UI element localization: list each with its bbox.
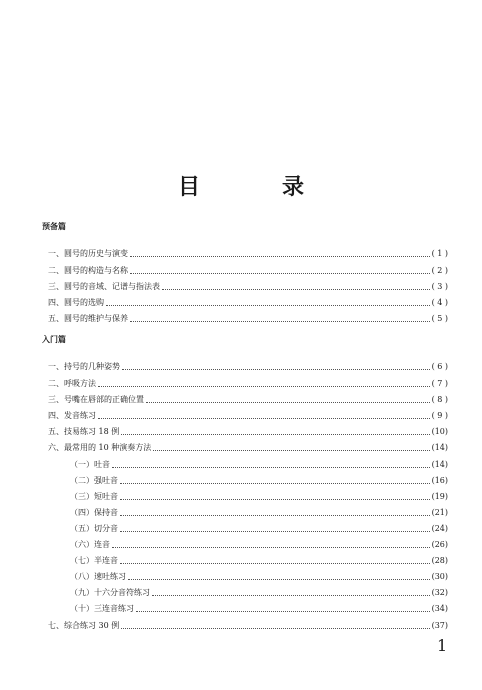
toc-subentry[interactable] — [70, 490, 448, 502]
toc-subentry-label: （六）连音 — [70, 540, 110, 549]
toc-subentry[interactable] — [70, 458, 448, 470]
toc-subentry-page: (16) — [431, 476, 448, 485]
toc-subentry[interactable] — [70, 554, 448, 566]
toc-entry[interactable] — [48, 280, 448, 292]
toc-entry[interactable] — [48, 425, 448, 437]
toc-subentry[interactable] — [70, 538, 448, 550]
toc-subentry-label: （三）短吐音 — [70, 492, 118, 501]
page-title — [0, 170, 482, 200]
toc-entry-label: 一、持号的几种姿势 — [48, 362, 120, 371]
toc-entry-label: 四、圆号的选购 — [48, 298, 104, 307]
toc-entry-label: 二、圆号的构造与名称 — [48, 266, 128, 275]
toc-subentry[interactable] — [70, 570, 448, 582]
dot-leader — [106, 304, 430, 306]
toc-entry[interactable] — [48, 247, 448, 259]
toc-entry-label: 五、圆号的维护与保养 — [48, 314, 128, 323]
toc-subentry-page: (21) — [431, 508, 448, 517]
dot-leader — [120, 514, 430, 516]
title-char-1: 目 — [178, 174, 201, 200]
toc-entry[interactable] — [48, 296, 448, 308]
dot-leader — [121, 433, 429, 435]
toc-entry-label: 四、发音练习 — [48, 411, 96, 420]
toc-entry-label: 七、综合练习 30 例 — [48, 621, 120, 630]
toc-subentry-page: (24) — [431, 524, 448, 533]
dot-leader — [162, 288, 430, 290]
section-heading-prep: 预备篇 — [42, 221, 66, 231]
toc-subentry-label: （二）强吐音 — [70, 476, 118, 485]
toc-entry-page: (10) — [431, 427, 448, 436]
toc-subentry-page: (19) — [431, 492, 448, 501]
dot-leader — [120, 482, 430, 484]
toc-entry[interactable] — [48, 312, 448, 324]
toc-entry-label: 一、圆号的历史与演变 — [48, 249, 128, 258]
dot-leader — [130, 255, 430, 257]
toc-subentry[interactable] — [70, 522, 448, 534]
toc-subentry[interactable] — [70, 506, 448, 518]
dot-leader — [122, 368, 430, 370]
toc-entry[interactable] — [48, 441, 448, 453]
toc-subentry-page: (30) — [431, 572, 448, 581]
toc-entry-page: ( 7 ) — [431, 379, 448, 388]
dot-leader — [98, 417, 430, 419]
toc-subentry-label: （十）三连音练习 — [70, 604, 134, 613]
toc-entry-page: ( 8 ) — [431, 395, 448, 404]
dot-leader — [152, 594, 430, 596]
toc-entry-page: ( 2 ) — [431, 266, 448, 275]
toc-entry[interactable] — [48, 360, 448, 372]
toc-entry-page: (14) — [431, 443, 448, 452]
section-heading-intro: 入门篇 — [42, 334, 66, 344]
toc-entry-label: 三、号嘴在唇部的正确位置 — [48, 395, 144, 404]
dot-leader — [120, 498, 430, 500]
dot-leader — [146, 401, 430, 403]
dot-leader — [120, 562, 430, 564]
toc-entry[interactable] — [48, 264, 448, 276]
page-number: 1 — [437, 636, 448, 655]
toc-subentry-label: （四）保持音 — [70, 508, 118, 517]
toc-subentry-page: (34) — [431, 604, 448, 613]
toc-entry-label: 三、圆号的音域、记谱与指法表 — [48, 282, 160, 291]
toc-subentry-label: （五）切分音 — [70, 524, 118, 533]
toc-subentry-label: （七）半连音 — [70, 556, 118, 565]
toc-entry-page: ( 1 ) — [431, 249, 448, 258]
toc-entry[interactable] — [48, 619, 448, 631]
dot-leader — [112, 546, 430, 548]
toc-entry-page: ( 5 ) — [431, 314, 448, 323]
toc-subentry-label: （八）速吐练习 — [70, 572, 126, 581]
toc-subentry-label: （九）十六分音符练习 — [70, 588, 150, 597]
toc-subentry[interactable] — [70, 474, 448, 486]
toc-entry[interactable] — [48, 377, 448, 389]
toc-entry-page: ( 9 ) — [431, 411, 448, 420]
toc-entry-label: 五、技易练习 18 例 — [48, 427, 120, 436]
dot-leader — [153, 449, 429, 451]
dot-leader — [98, 385, 430, 387]
dot-leader — [136, 610, 430, 612]
toc-subentry-page: (32) — [431, 588, 448, 597]
toc-entry-page: (37) — [431, 621, 448, 630]
toc-entry-page: ( 6 ) — [431, 362, 448, 371]
dot-leader — [120, 530, 430, 532]
toc-subentry-label: （一）吐音 — [70, 460, 110, 469]
toc-entry-page: ( 3 ) — [431, 282, 448, 291]
dot-leader — [112, 466, 430, 468]
dot-leader — [128, 578, 430, 580]
toc-subentry-page: (26) — [431, 540, 448, 549]
toc-entry[interactable] — [48, 409, 448, 421]
toc-entry[interactable] — [48, 393, 448, 405]
title-char-2: 录 — [282, 174, 305, 200]
toc-subentry-page: (28) — [431, 556, 448, 565]
toc-entry-page: ( 4 ) — [431, 298, 448, 307]
toc-subentry-page: (14) — [431, 460, 448, 469]
dot-leader — [130, 272, 430, 274]
dot-leader — [121, 627, 429, 629]
toc-subentry[interactable] — [70, 602, 448, 614]
dot-leader — [130, 320, 430, 322]
toc-entry-label: 六、最常用的 10 种演奏方法 — [48, 443, 152, 452]
toc-entry-label: 二、呼吸方法 — [48, 379, 96, 388]
toc-subentry[interactable] — [70, 586, 448, 598]
